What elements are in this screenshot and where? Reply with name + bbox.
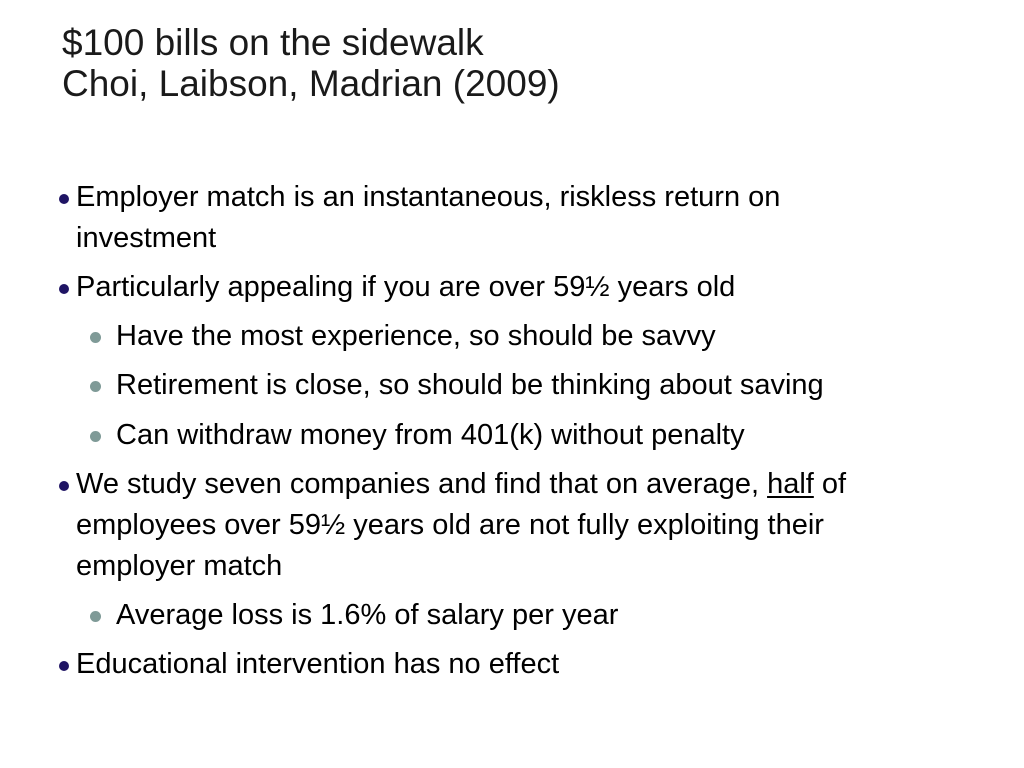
bullet-text-part: of [813, 468, 847, 500]
bullet-dot-icon [59, 194, 69, 204]
sub-bullet-dot-icon [90, 381, 101, 392]
bullet-dot-icon [59, 481, 69, 491]
title-line: Choi, Laibson, Madrian (2009) [62, 63, 560, 104]
bullet-text: Retirement is close, so should be thinking about saving [116, 369, 824, 401]
bullet-item [76, 177, 780, 259]
bullet-text [76, 464, 846, 505]
bullet-item [76, 267, 735, 308]
bullet-dot-icon [59, 284, 69, 294]
sub-bullet-item [116, 595, 618, 636]
bullet-text: Have the most experience, so should be savvy [116, 320, 716, 352]
bullet-text: Employer match is an instantaneous, riskless return on [76, 181, 781, 213]
sub-bullet-item [116, 365, 824, 406]
sub-bullet-dot-icon [90, 332, 101, 343]
bullet-text: Particularly appealing if you are over 59½ years old [76, 271, 736, 303]
sub-bullet-dot-icon [90, 611, 101, 622]
bullet-text: employer match [76, 550, 283, 582]
bullet-text: Average loss is 1.6% of salary per year [116, 599, 619, 631]
sub-bullet-item [116, 316, 716, 357]
sub-bullet-dot-icon [90, 431, 101, 442]
emphasis-text: half [767, 468, 814, 500]
bullet-text: investment [76, 222, 217, 254]
bullet-text-part: We study seven companies and find that on average, [76, 468, 768, 500]
bullet-dot-icon [59, 661, 69, 671]
bullet-item [76, 464, 846, 587]
title-line: $100 bills on the sidewalk [62, 22, 484, 63]
bullet-text: Can withdraw money from 401(k) without penalty [116, 419, 745, 451]
bullet-text: Educational intervention has no effect [76, 648, 560, 680]
sub-bullet-item [116, 415, 745, 456]
bullet-item [76, 644, 559, 685]
bullet-text: employees over 59½ years old are not fully exploiting their [76, 509, 824, 541]
